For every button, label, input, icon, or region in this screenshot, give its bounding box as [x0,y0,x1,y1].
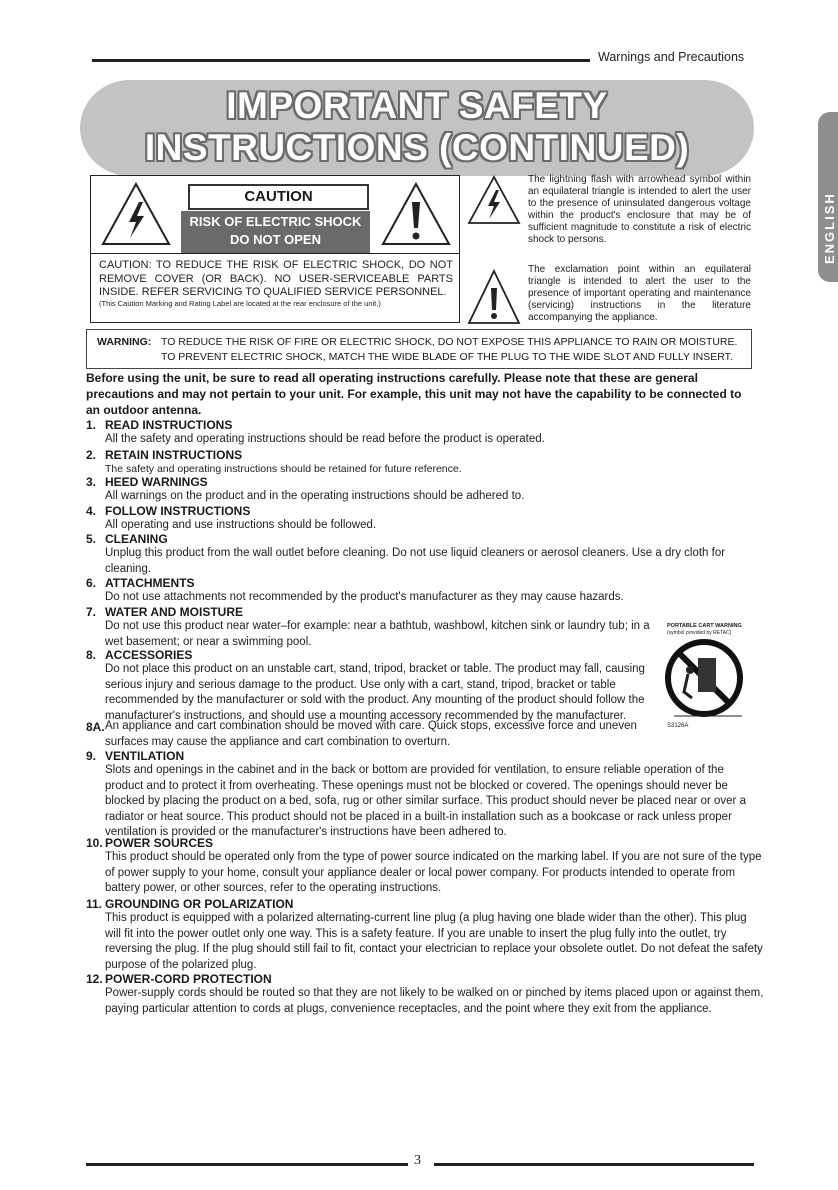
item-body: All the safety and operating instructions should be read before the product is operated. [105,433,545,445]
risk-of-shock-label [181,211,370,253]
item-body: All warnings on the product and in the operating instructions should be adhered to. [105,490,525,502]
banner-line-1: IMPORTANT SAFETY [226,85,608,126]
lightning-symbol-description: The lightning flash with arrowhead symbol within an equilateral triangle is intended to alert the user to the presence of uninsulated dangerous voltage within the product's enclosure that may be of sufficient magnitude to constitute a risk of electric shock to persons. [528,174,751,245]
language-tab-label: ENGLISH [822,192,837,264]
footer-rule-right [434,1163,754,1166]
caution-box [90,175,460,323]
page-number: 3 [414,1153,421,1168]
banner-line-2: INSTRUCTIONS (CONTINUED) [144,127,690,168]
item-title: ATTACHMENTS [105,576,195,590]
item-body: Do not use attachments not recommended by the product's manufacturer as they may cause hazards. [105,591,624,603]
lightning-symbol-icon [466,174,522,226]
item-title: POWER-CORD PROTECTION [105,972,272,986]
item-title: FOLLOW INSTRUCTIONS [105,504,251,518]
item-number: 2. [86,448,97,462]
portable-cart-warning-icon [664,636,744,720]
exclamation-symbol-description: The exclamation point within an equilateral triangle is intended to alert the user to the presence of important operating and maintenance (servicing) instructions in the literature accompanying the appliance. [528,264,751,323]
item-title: WATER AND MOISTURE [105,605,243,619]
title-banner [80,80,754,176]
item-title: POWER SOURCES [105,836,214,850]
item-number: 3. [86,475,97,489]
item-body: All operating and use instructions should be followed. [105,519,377,531]
item-title: ACCESSORIES [105,648,193,662]
item-body: Do not place this product on an unstable cart, stand, tripod, bracket or table. The product may fall, causing serious injury and serious damage to the product. Use only with a cart, stand, tripod, bracket or table recommended by the manufacturer or sold with the product. Any mounting of the product should follow the manufacturer's instructions, and should use a mounting accessory recommended by the manufacturer. [105,663,645,722]
item-number: 4. [86,504,97,518]
section-title: Warnings and Precautions [598,50,745,64]
caution-label: CAUTION [188,184,369,210]
item-number: 10. [86,836,103,850]
warning-line-2: TO PREVENT ELECTRIC SHOCK, MATCH THE WIDE BLADE OF THE PLUG TO THE WIDE SLOT AND FULLY INSERT. [161,351,733,363]
exclamation-warning-icon [379,180,453,248]
item-number: 11. [86,897,103,911]
item-body: This product is equipped with a polarized alternating-current line plug (a plug having one blade wider than the other). This plug will fit into the power outlet only one way. This is a safety feature. If you are unable to insert the plug fully into the outlet, try reversing the plug. If the plug should still fail to fit, contact your electrician to replace your obsolete outlet. Do not defeat the safety purpose of the polarized plug. [105,912,763,971]
lightning-warning-icon [99,180,173,248]
item-body: Unplug this product from the wall outlet before cleaning. Do not use liquid cleaners or aerosol cleaners. Use a dry cloth for cleaning. [105,547,726,575]
warning-box [86,329,752,369]
item-body: Slots and openings in the cabinet and in the back or bottom are provided for ventilation, to ensure reliable operation of the product and to protect it from overheating. These openings must not be blocked or covered. The openings should never be blocked by placing the product on a bed, sofa, rug or other similar surface. This product should never be placed near or over a radiator or heat source. This product should not be placed in a built-in installation such as a bookcase or rack unless proper ventilation is provided or the manufacturer's instructions have been adhered to. [105,764,746,838]
item-number: 1. [86,418,97,432]
item-number: 7. [86,605,97,619]
item-body: This product should be operated only from the type of power source indicated on the marking label. If you are not sure of the type of power supply to your home, consult your appliance dealer or local power company. For products intended to operate from battery power, or other sources, refer to the operating instructions. [105,851,762,894]
cart-warning-title: PORTABLE CART WARNING [667,623,742,629]
item-body: An appliance and cart combination should be moved with care. Quick stops, excessive force and uneven surfaces may cause the appliance and cart combination to overturn. [105,720,637,748]
item-body: Power-supply cords should be routed so that they are not likely to be walked on or pinched by items placed upon or against them, paying particular attention to cords at plugs, convenience receptacles, and the point where they exit from the appliance. [105,987,764,1015]
item-title: READ INSTRUCTIONS [105,418,233,432]
caution-note: (This Caution Marking and Rating Label are located at the rear enclosure of the unit.) [99,299,381,308]
item-body: The safety and operating instructions should be retained for future reference. [105,463,462,475]
exclamation-symbol-icon [466,268,522,326]
cart-warning-credit: (symbol provided by RETAC) [667,630,732,636]
caution-text: CAUTION: TO REDUCE THE RISK OF ELECTRIC SHOCK, DO NOT REMOVE COVER (OR BACK). NO USER-SERVICEABLE PARTS INSIDE. REFER SERVICING TO QUALIFIED SERVICE PERSONNEL. [99,259,453,298]
item-number: 6. [86,576,97,590]
footer-rule-left [86,1163,408,1166]
item-number: 12. [86,972,103,986]
caution-box-divider [91,253,459,254]
intro-paragraph: Before using the unit, be sure to read all operating instructions carefully. Please note that these are general precautions and may not pertain to your unit. For example, this unit may not have the capability to be connected to an outdoor antenna. [86,371,742,417]
item-number: 8A. [86,720,105,734]
item-title: HEED WARNINGS [105,475,208,489]
item-number: 8. [86,648,97,662]
item-number: 9. [86,749,97,763]
risk-line-2: DO NOT OPEN [229,232,321,247]
language-tab [818,112,838,282]
item-title: RETAIN INSTRUCTIONS [105,448,243,462]
cart-figure-code: S3126A [667,723,689,729]
risk-line-1: RISK OF ELECTRIC SHOCK [189,214,362,229]
item-number: 5. [86,532,97,546]
item-title: GROUNDING OR POLARIZATION [105,897,294,911]
header-rule [92,59,590,62]
item-title: VENTILATION [105,749,185,763]
item-body: Do not use this product near water–for example: near a bathtub, washbowl, kitchen sink or laundry tub; in a wet basement; or near a swimming pool. [105,620,650,648]
warning-line-1: TO REDUCE THE RISK OF FIRE OR ELECTRIC SHOCK, DO NOT EXPOSE THIS APPLIANCE TO RAIN OR MOISTURE. [161,336,738,348]
item-title: CLEANING [105,532,168,546]
warning-label: WARNING: [97,336,152,348]
